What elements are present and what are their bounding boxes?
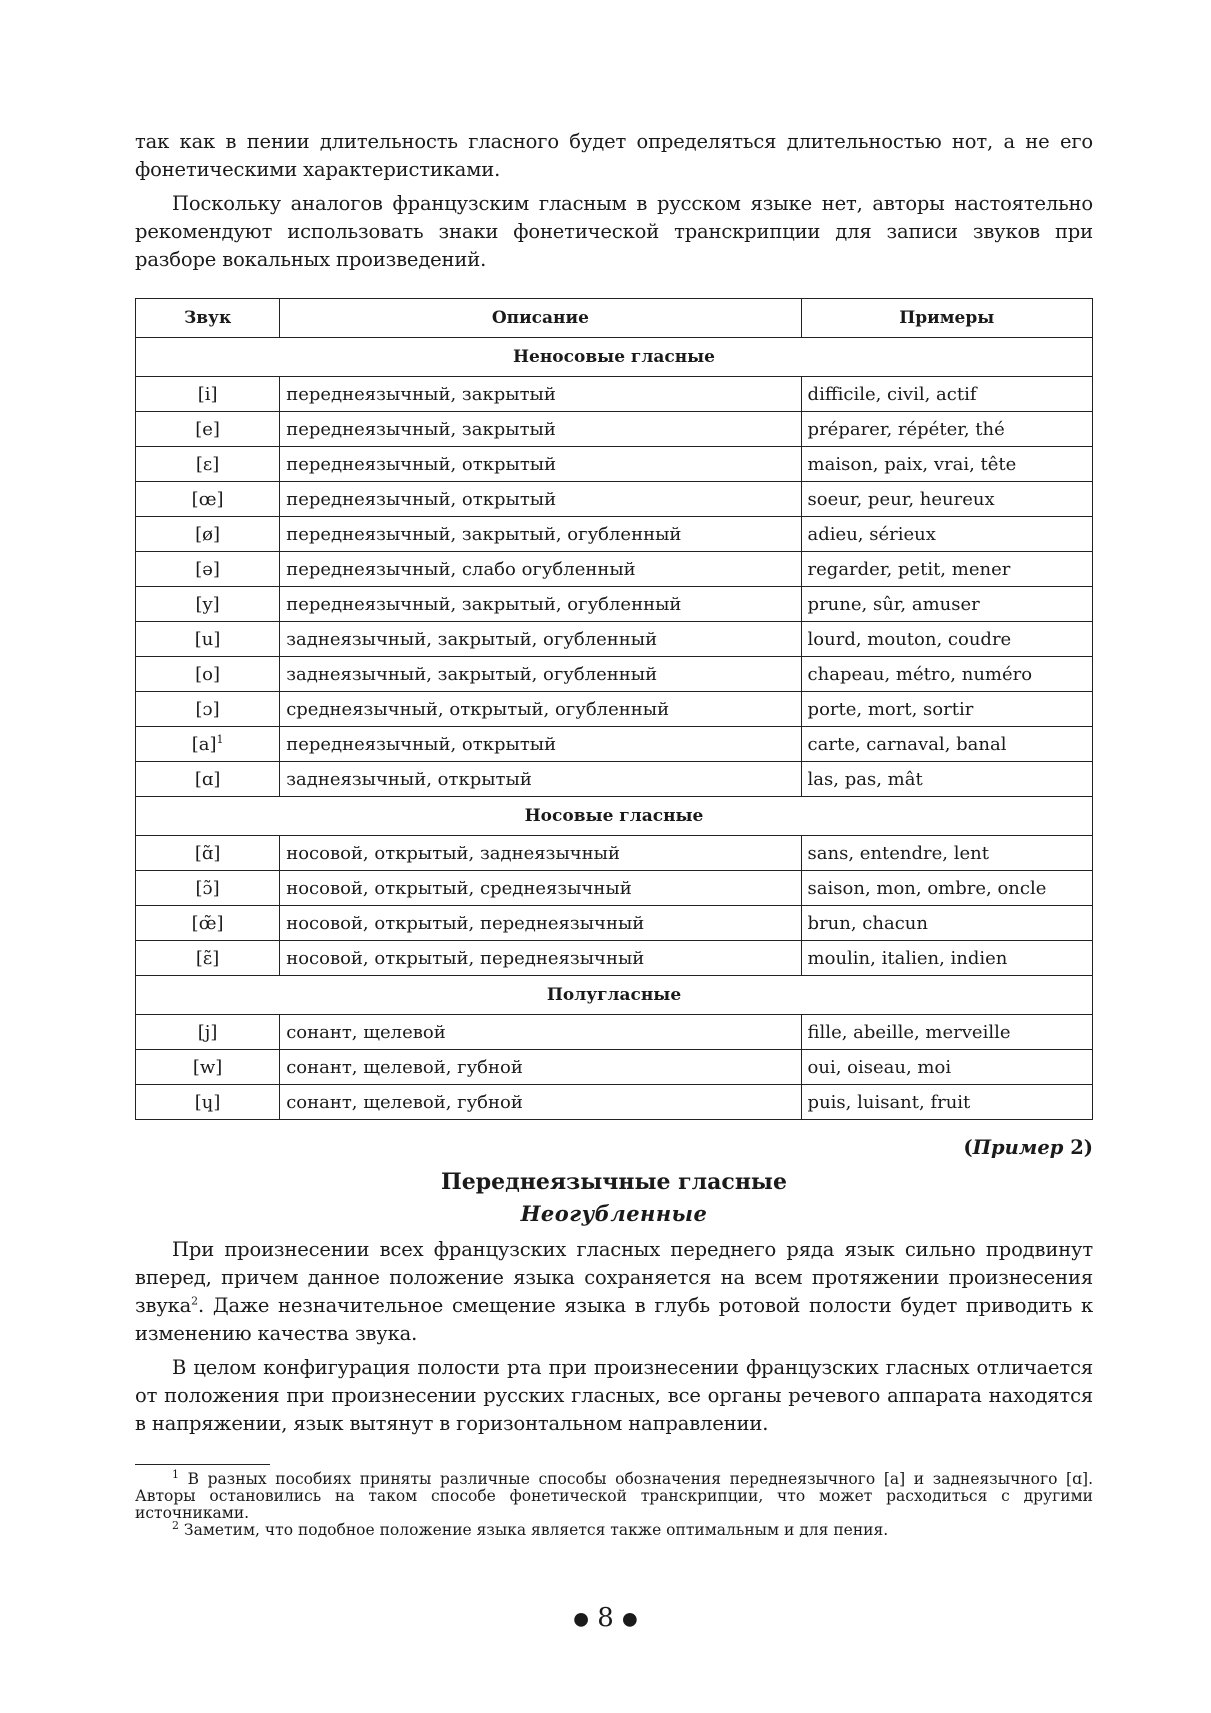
description-cell: носовой, открытый, переднеязычный bbox=[280, 941, 801, 976]
sound-cell: [u] bbox=[136, 622, 280, 657]
description-cell: среднеязычный, открытый, огубленный bbox=[280, 692, 801, 727]
sound-cell: [ə] bbox=[136, 552, 280, 587]
description-cell: переднеязычный, закрытый, огубленный bbox=[280, 517, 801, 552]
sound-cell: [i] bbox=[136, 377, 280, 412]
example-reference: (Пример 2) bbox=[963, 1136, 1093, 1159]
sound-cell: [œ̃] bbox=[136, 906, 280, 941]
section-subtitle: Неогубленные bbox=[520, 1201, 708, 1226]
section-heading-cell: Носовые гласные bbox=[136, 797, 1093, 836]
description-cell: переднеязычный, слабо огубленный bbox=[280, 552, 801, 587]
description-cell: переднеязычный, закрытый bbox=[280, 377, 801, 412]
description-cell: сонант, щелевой, губной bbox=[280, 1050, 801, 1085]
sound-cell: $[a]^1$ bbox=[136, 727, 280, 762]
sound-cell: [ɑ] bbox=[136, 762, 280, 797]
examples-cell: moulin, italien, indien bbox=[801, 941, 1092, 976]
page-number: ● 8 ● bbox=[573, 1603, 638, 1633]
table-row bbox=[136, 871, 1093, 906]
header-description: Описание bbox=[280, 299, 801, 338]
examples-cell: fille, abeille, merveille bbox=[801, 1015, 1092, 1050]
table-section-row bbox=[136, 338, 1093, 377]
sound-cell: [e] bbox=[136, 412, 280, 447]
sound-cell: [j] bbox=[136, 1015, 280, 1050]
description-cell: переднеязычный, закрытый, огубленный bbox=[280, 587, 801, 622]
examples-cell: adieu, sérieux bbox=[801, 517, 1092, 552]
examples-cell: puis, luisant, fruit bbox=[801, 1085, 1092, 1120]
description-cell: заднеязычный, открытый bbox=[280, 762, 801, 797]
sound-cell: [ɛ] bbox=[136, 447, 280, 482]
description-cell: заднеязычный, закрытый, огубленный bbox=[280, 657, 801, 692]
table-body bbox=[136, 338, 1093, 1120]
examples-cell: brun, chacun bbox=[801, 906, 1092, 941]
description-cell: переднеязычный, закрытый bbox=[280, 412, 801, 447]
vowel-table bbox=[135, 298, 1093, 1120]
description-cell: носовой, открытый, заднеязычный bbox=[280, 836, 801, 871]
examples-cell: chapeau, métro, numéro bbox=[801, 657, 1092, 692]
sound-cell: [w] bbox=[136, 1050, 280, 1085]
examples-cell: oui, oiseau, moi bbox=[801, 1050, 1092, 1085]
header-examples: Примеры bbox=[801, 299, 1092, 338]
sound-cell: [œ] bbox=[136, 482, 280, 517]
table-section-row bbox=[136, 797, 1093, 836]
table-row bbox=[136, 482, 1093, 517]
intro-paragraph-1: так как в пении длительность гласного будет определяться длительностью нот, а не его фонетическими характеристиками. bbox=[135, 130, 1093, 181]
table-row bbox=[136, 657, 1093, 692]
examples-cell: maison, paix, vrai, tête bbox=[801, 447, 1092, 482]
description-cell: носовой, открытый, переднеязычный bbox=[280, 906, 801, 941]
table-row bbox=[136, 1085, 1093, 1120]
footnote-rule bbox=[135, 1464, 270, 1465]
footnote-2: $^2$ Заметим, что подобное положение языка является также оптимальным и для пения. bbox=[172, 1518, 889, 1539]
description-cell: сонант, щелевой bbox=[280, 1015, 801, 1050]
section-heading-cell: Неносовые гласные bbox=[136, 338, 1093, 377]
table-row bbox=[136, 1015, 1093, 1050]
footnote-ref-1: 1 bbox=[216, 732, 224, 746]
table-row bbox=[136, 727, 1093, 762]
examples-cell: las, pas, mât bbox=[801, 762, 1092, 797]
table-row bbox=[136, 762, 1093, 797]
page-content bbox=[135, 128, 1093, 1539]
table-header-row bbox=[136, 299, 1093, 338]
table-row bbox=[136, 447, 1093, 482]
sound-cell: [ɥ] bbox=[136, 1085, 280, 1120]
table-row bbox=[136, 412, 1093, 447]
examples-cell: difficile, civil, actif bbox=[801, 377, 1092, 412]
section-title: Переднеязычные гласные bbox=[441, 1169, 787, 1195]
section-heading-cell: Полугласные bbox=[136, 976, 1093, 1015]
description-cell: носовой, открытый, среднеязычный bbox=[280, 871, 801, 906]
sound-cell: [y] bbox=[136, 587, 280, 622]
sound-cell: [ɑ̃] bbox=[136, 836, 280, 871]
examples-cell: soeur, peur, heureux bbox=[801, 482, 1092, 517]
description-cell: переднеязычный, открытый bbox=[280, 447, 801, 482]
table-row bbox=[136, 517, 1093, 552]
table-row bbox=[136, 941, 1093, 976]
description-cell: сонант, щелевой, губной bbox=[280, 1085, 801, 1120]
examples-cell: saison, mon, ombre, oncle bbox=[801, 871, 1092, 906]
examples-cell: regarder, petit, mener bbox=[801, 552, 1092, 587]
table-row bbox=[136, 836, 1093, 871]
sound-cell: [ɔ] bbox=[136, 692, 280, 727]
examples-cell: prune, sûr, amuser bbox=[801, 587, 1092, 622]
description-cell: заднеязычный, закрытый, огубленный bbox=[280, 622, 801, 657]
section-paragraph-2: В целом конфигурация полости рта при произнесении французских гласных отличается от положения при произнесении русских гласных, все органы речевого аппарата находятся в напряжении, язык вытянут в горизонтальном направлении. bbox=[135, 1356, 1093, 1435]
header-sound: Звук bbox=[136, 299, 280, 338]
table-row bbox=[136, 377, 1093, 412]
table-row bbox=[136, 622, 1093, 657]
table-row bbox=[136, 1050, 1093, 1085]
examples-cell: lourd, mouton, coudre bbox=[801, 622, 1092, 657]
examples-cell: préparer, répéter, thé bbox=[801, 412, 1092, 447]
description-cell: переднеязычный, открытый bbox=[280, 482, 801, 517]
footnote-ref-2: 2 bbox=[191, 1294, 199, 1308]
examples-cell: porte, mort, sortir bbox=[801, 692, 1092, 727]
sound-cell: [ɔ̃] bbox=[136, 871, 280, 906]
section-paragraph-1: При произнесении всех французских гласных переднего ряда язык сильно продвинут вперед, причем данное положение языка сохраняется на всем протяжении произнесения звука$^2$. Даже незначительное смещение языка в глубь ротовой полости будет приводить к изменению качества звука. bbox=[135, 1238, 1093, 1345]
table-row bbox=[136, 587, 1093, 622]
table-row bbox=[136, 906, 1093, 941]
description-cell: переднеязычный, открытый bbox=[280, 727, 801, 762]
intro-paragraph-2: Поскольку аналогов французским гласным в русском языке нет, авторы настоятельно рекомендуют использовать знаки фонетической транскрипции для записи звуков при разборе вокальных произведений. bbox=[135, 192, 1093, 271]
sound-cell: [ø] bbox=[136, 517, 280, 552]
examples-cell: carte, carnaval, banal bbox=[801, 727, 1092, 762]
examples-cell: sans, entendre, lent bbox=[801, 836, 1092, 871]
table-row bbox=[136, 692, 1093, 727]
footnote-1: $^1$ В разных пособиях приняты различные способы обозначения переднеязычного [a] и заднеязычного [ɑ]. Авторы остановились на таком способе фонетической транскрипции, что может расходиться с другими источниками. bbox=[135, 1467, 1093, 1522]
footnotes bbox=[135, 1464, 1093, 1539]
sound-cell: [ɛ̃] bbox=[136, 941, 280, 976]
sound-cell: [o] bbox=[136, 657, 280, 692]
table-row bbox=[136, 552, 1093, 587]
table-section-row bbox=[136, 976, 1093, 1015]
